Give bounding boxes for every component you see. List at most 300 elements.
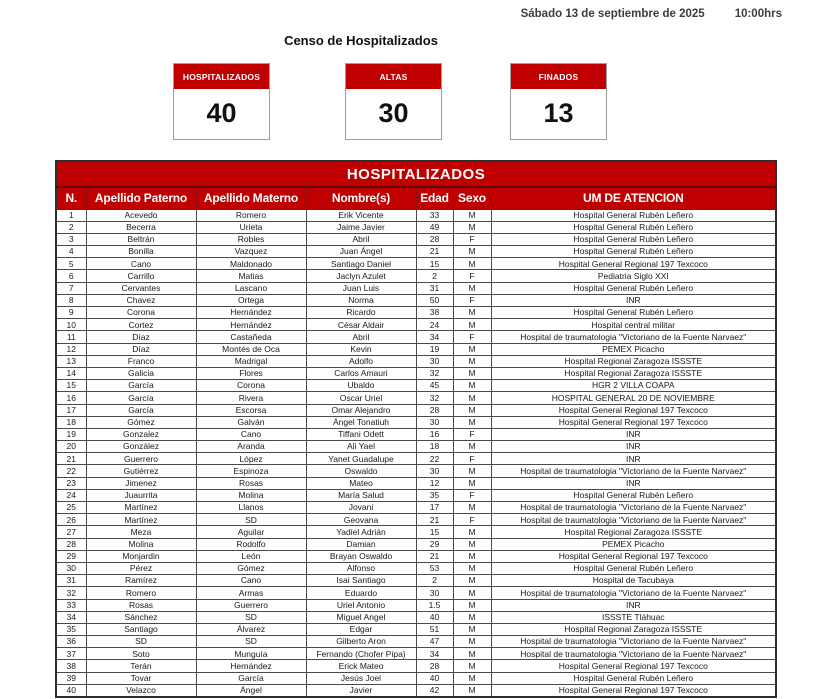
cell-um-de-atencion: Hospital General Rubén Leñero [491,562,776,574]
cell-edad: 30 [416,355,453,367]
cell-nombres: Isai Santiago [306,575,416,587]
cell-um-de-atencion: Hospital Regional Zaragoza ISSSTE [491,526,776,538]
cell-sexo: M [453,221,491,233]
cell-um-de-atencion: Hospital General Regional 197 Texcoco [491,550,776,562]
cell-edad: 47 [416,636,453,648]
cell-edad: 28 [416,404,453,416]
cell-n: 13 [56,355,86,367]
cell-edad: 40 [416,611,453,623]
cell-sexo: M [453,465,491,477]
cell-sexo: F [453,428,491,440]
table-row [56,477,776,489]
cell-apellido-materno: Cano [196,575,306,587]
table-row [56,307,776,319]
cell-apellido-paterno: Sánchez [86,611,196,623]
cell-n: 21 [56,453,86,465]
table-row [56,526,776,538]
cell-n: 19 [56,428,86,440]
cell-um-de-atencion: Hospital de traumatologia "Victoriano de la Fuente Narvaez" [491,502,776,514]
cell-n: 1 [56,209,86,221]
cell-um-de-atencion: Hospital de Tacubaya [491,575,776,587]
summary-box-value: 13 [543,98,574,128]
table-row [56,453,776,465]
cell-apellido-materno: Ángel [196,684,306,696]
cell-edad: 15 [416,526,453,538]
cell-nombres: Kevin [306,343,416,355]
cell-sexo: M [453,636,491,648]
column-header-apellido-paterno: Apellido Paterno [86,187,196,209]
cell-nombres: Eduardo [306,587,416,599]
cell-apellido-materno: Romero [196,209,306,221]
table-row [56,648,776,660]
column-header-sexo: Sexo [453,187,491,209]
cell-sexo: M [453,599,491,611]
cell-n: 32 [56,587,86,599]
cell-apellido-paterno: Meza [86,526,196,538]
cell-sexo: M [453,392,491,404]
cell-n: 5 [56,258,86,270]
cell-n: 35 [56,623,86,635]
cell-sexo: F [453,489,491,501]
cell-apellido-materno: Aranda [196,441,306,453]
cell-sexo: M [453,538,491,550]
cell-apellido-materno: Hernández [196,660,306,672]
cell-um-de-atencion: Hospital General Regional 197 Texcoco [491,404,776,416]
cell-edad: 30 [416,587,453,599]
table-row [56,538,776,550]
cell-nombres: Edgar [306,623,416,635]
cell-um-de-atencion: Hospital de traumatologia "Victoriano de la Fuente Narvaez" [491,648,776,660]
cell-apellido-paterno: Gómez [86,416,196,428]
cell-apellido-paterno: Becerra [86,221,196,233]
cell-apellido-materno: Álvarez [196,623,306,635]
summary-boxes [0,63,828,143]
cell-edad: 16 [416,428,453,440]
cell-sexo: M [453,319,491,331]
cell-n: 17 [56,404,86,416]
cell-nombres: Juan Ángel [306,246,416,258]
hospitalizados-table [55,160,777,698]
table-row [56,209,776,221]
cell-apellido-paterno: Molina [86,538,196,550]
cell-n: 3 [56,233,86,245]
cell-edad: 53 [416,562,453,574]
cell-apellido-materno: Ortega [196,294,306,306]
cell-edad: 21 [416,246,453,258]
cell-sexo: M [453,343,491,355]
cell-n: 16 [56,392,86,404]
cell-n: 31 [56,575,86,587]
cell-n: 30 [56,562,86,574]
cell-nombres: Tiffani Odett [306,428,416,440]
summary-box-label: ALTAS [346,64,441,89]
cell-um-de-atencion: Hospital General Rubén Leñero [491,307,776,319]
table-row [56,562,776,574]
cell-apellido-materno: Lascano [196,282,306,294]
table-row [56,331,776,343]
summary-box-finados [510,63,607,140]
table-row [56,514,776,526]
cell-apellido-paterno: Pérez [86,562,196,574]
cell-apellido-paterno: Martínez [86,502,196,514]
column-header-n: N. [56,187,86,209]
cell-edad: 40 [416,672,453,684]
table-row [56,270,776,282]
summary-box-value: 30 [378,98,409,128]
cell-edad: 51 [416,623,453,635]
cell-sexo: M [453,684,491,696]
cell-apellido-paterno: Terán [86,660,196,672]
cell-sexo: M [453,441,491,453]
cell-um-de-atencion: PEMEX Picacho [491,538,776,550]
cell-sexo: F [453,453,491,465]
table-row [56,355,776,367]
cell-sexo: M [453,550,491,562]
cell-edad: 35 [416,489,453,501]
cell-apellido-paterno: Cano [86,258,196,270]
cell-sexo: M [453,380,491,392]
cell-um-de-atencion: Hospital Regional Zaragoza ISSSTE [491,367,776,379]
cell-nombres: Fernando (Chofer Pipa) [306,648,416,660]
report-datetime [521,8,782,20]
cell-sexo: M [453,623,491,635]
cell-sexo: M [453,575,491,587]
table-row [56,684,776,696]
cell-sexo: M [453,526,491,538]
cell-n: 15 [56,380,86,392]
table-row [56,294,776,306]
table-row [56,502,776,514]
cell-apellido-materno: Vazquez [196,246,306,258]
cell-n: 29 [56,550,86,562]
cell-apellido-materno: SD [196,514,306,526]
table-row [56,599,776,611]
cell-apellido-materno: Munguía [196,648,306,660]
cell-nombres: Norma [306,294,416,306]
cell-apellido-paterno: Gonzalez [86,428,196,440]
table-row [56,404,776,416]
cell-um-de-atencion: INR [491,453,776,465]
cell-sexo: F [453,514,491,526]
cell-edad: 31 [416,282,453,294]
cell-nombres: Ángel Tonatiuh [306,416,416,428]
cell-edad: 38 [416,307,453,319]
cell-apellido-materno: Maldonado [196,258,306,270]
cell-um-de-atencion: PEMEX Picacho [491,343,776,355]
cell-apellido-paterno: Soto [86,648,196,660]
cell-n: 4 [56,246,86,258]
cell-apellido-paterno: Juaurrita [86,489,196,501]
cell-nombres: Damian [306,538,416,550]
cell-nombres: Abril [306,233,416,245]
cell-edad: 30 [416,416,453,428]
cell-sexo: M [453,246,491,258]
cell-edad: 28 [416,233,453,245]
cell-um-de-atencion: INR [491,441,776,453]
cell-sexo: M [453,477,491,489]
cell-um-de-atencion: Hospital General Rubén Leñero [491,246,776,258]
cell-nombres: Ubaldo [306,380,416,392]
cell-sexo: M [453,562,491,574]
cell-um-de-atencion: Hospital General Rubén Leñero [491,209,776,221]
cell-n: 28 [56,538,86,550]
table-row [56,672,776,684]
report-date: Sábado 13 de septiembre de 2025 [520,8,705,20]
cell-edad: 29 [416,538,453,550]
cell-sexo: M [453,660,491,672]
cell-apellido-paterno: Cervantes [86,282,196,294]
table-title: HOSPITALIZADOS [56,161,776,187]
cell-apellido-materno: Galván [196,416,306,428]
table-row [56,319,776,331]
cell-nombres: Mateo [306,477,416,489]
cell-apellido-paterno: Beltrán [86,233,196,245]
cell-um-de-atencion: INR [491,599,776,611]
cell-edad: 21 [416,514,453,526]
cell-n: 6 [56,270,86,282]
cell-apellido-materno: Escorsa [196,404,306,416]
cell-apellido-paterno: Santiago [86,623,196,635]
report-time: 10:00hrs [734,8,782,20]
cell-n: 22 [56,465,86,477]
cell-edad: 22 [416,453,453,465]
cell-edad: 21 [416,550,453,562]
table-row [56,636,776,648]
cell-apellido-materno: Llanos [196,502,306,514]
cell-apellido-paterno: Cortez [86,319,196,331]
cell-um-de-atencion: INR [491,477,776,489]
cell-apellido-paterno: SD [86,636,196,648]
cell-apellido-materno: Espinoza [196,465,306,477]
cell-um-de-atencion: Hospital General Rubén Leñero [491,221,776,233]
cell-um-de-atencion: Hospital Regional Zaragoza ISSSTE [491,623,776,635]
table-row [56,441,776,453]
cell-nombres: Javier [306,684,416,696]
cell-sexo: M [453,672,491,684]
table-row [56,343,776,355]
cell-apellido-materno: Castañeda [196,331,306,343]
cell-apellido-materno: López [196,453,306,465]
cell-apellido-materno: García [196,672,306,684]
cell-apellido-paterno: Romero [86,587,196,599]
cell-apellido-materno: Hernández [196,319,306,331]
summary-box-label: HOSPITALIZADOS [174,64,269,89]
cell-apellido-materno: Guerrero [196,599,306,611]
cell-n: 23 [56,477,86,489]
cell-apellido-paterno: Franco [86,355,196,367]
cell-um-de-atencion: Pediatria Siglo XXI [491,270,776,282]
cell-edad: 32 [416,392,453,404]
cell-sexo: F [453,270,491,282]
cell-um-de-atencion: Hospital General Regional 197 Texcoco [491,660,776,672]
cell-nombres: Geovana [306,514,416,526]
cell-apellido-paterno: Gutiérrez [86,465,196,477]
cell-sexo: F [453,331,491,343]
cell-nombres: Yanet Guadalupe [306,453,416,465]
cell-n: 39 [56,672,86,684]
cell-apellido-paterno: Martínez [86,514,196,526]
cell-sexo: M [453,307,491,319]
cell-apellido-materno: SD [196,636,306,648]
cell-edad: 45 [416,380,453,392]
cell-apellido-paterno: Monjardin [86,550,196,562]
cell-apellido-paterno: García [86,380,196,392]
cell-apellido-materno: Aguilar [196,526,306,538]
cell-apellido-paterno: Bonilla [86,246,196,258]
cell-um-de-atencion: Hospital General Regional 197 Texcoco [491,684,776,696]
cell-um-de-atencion: Hospital de traumatologia "Victoriano de la Fuente Narvaez" [491,587,776,599]
cell-n: 7 [56,282,86,294]
table-row [56,233,776,245]
cell-um-de-atencion: Hospital de traumatologia "Victoriano de la Fuente Narvaez" [491,331,776,343]
cell-nombres: Jovani [306,502,416,514]
cell-apellido-paterno: Díaz [86,343,196,355]
cell-n: 8 [56,294,86,306]
column-header-edad: Edad [416,187,453,209]
cell-nombres: María Salud [306,489,416,501]
cell-nombres: Gilberto Aron [306,636,416,648]
cell-nombres: César Aldair [306,319,416,331]
cell-apellido-materno: Cano [196,428,306,440]
table-row [56,367,776,379]
cell-apellido-paterno: Jimenez [86,477,196,489]
cell-sexo: M [453,367,491,379]
table-row [56,660,776,672]
cell-edad: 12 [416,477,453,489]
cell-nombres: Adolfo [306,355,416,367]
cell-edad: 2 [416,270,453,282]
summary-box-altas [345,63,442,140]
cell-um-de-atencion: ISSSTE Tláhuac [491,611,776,623]
table-row [56,392,776,404]
cell-sexo: F [453,233,491,245]
table-row [56,623,776,635]
cell-n: 27 [56,526,86,538]
cell-apellido-materno: Matias [196,270,306,282]
cell-edad: 30 [416,465,453,477]
cell-apellido-paterno: Corona [86,307,196,319]
cell-sexo: M [453,611,491,623]
table-column-headers [56,187,776,209]
cell-um-de-atencion: HGR 2 VILLA COAPA [491,380,776,392]
cell-apellido-paterno: Carrillo [86,270,196,282]
cell-um-de-atencion: Hospital General Rubén Leñero [491,489,776,501]
table-row [56,587,776,599]
page-title: Censo de Hospitalizados [284,33,438,48]
cell-nombres: Juan Luis [306,282,416,294]
cell-apellido-materno: Rosas [196,477,306,489]
cell-n: 20 [56,441,86,453]
cell-sexo: M [453,282,491,294]
cell-sexo: M [453,209,491,221]
cell-apellido-materno: Rodolfo [196,538,306,550]
column-header-um-de-atencion: UM DE ATENCION [491,187,776,209]
cell-apellido-paterno: García [86,404,196,416]
cell-edad: 17 [416,502,453,514]
cell-apellido-materno: Montés de Oca [196,343,306,355]
table-row [56,489,776,501]
cell-apellido-materno: Gómez [196,562,306,574]
cell-apellido-paterno: Guerrero [86,453,196,465]
table-row [56,575,776,587]
cell-nombres: Erick Mateo [306,660,416,672]
cell-apellido-materno: Hernández [196,307,306,319]
cell-sexo: M [453,355,491,367]
cell-apellido-paterno: Acevedo [86,209,196,221]
cell-apellido-paterno: González [86,441,196,453]
cell-edad: 49 [416,221,453,233]
cell-edad: 24 [416,319,453,331]
column-header-nombres: Nombre(s) [306,187,416,209]
cell-um-de-atencion: Hospital de traumatologia "Victoriano de la Fuente Narvaez" [491,514,776,526]
cell-nombres: Omar Alejandro [306,404,416,416]
cell-nombres: Miguel Angel [306,611,416,623]
summary-box-label: FINADOS [511,64,606,89]
cell-edad: 28 [416,660,453,672]
cell-edad: 15 [416,258,453,270]
cell-nombres: Jesús Joel [306,672,416,684]
table-row [56,611,776,623]
table-body [56,209,776,697]
cell-apellido-materno: Urieta [196,221,306,233]
cell-sexo: M [453,648,491,660]
cell-um-de-atencion: Hospital General Regional 197 Texcoco [491,416,776,428]
cell-n: 37 [56,648,86,660]
cell-sexo: F [453,294,491,306]
cell-nombres: Oscar Uriel [306,392,416,404]
cell-um-de-atencion: HOSPITAL GENERAL 20 DE NOVIEMBRE [491,392,776,404]
cell-edad: 19 [416,343,453,355]
cell-edad: 34 [416,331,453,343]
cell-n: 18 [56,416,86,428]
cell-n: 14 [56,367,86,379]
cell-apellido-paterno: Tovar [86,672,196,684]
cell-um-de-atencion: Hospital General Rubén Leñero [491,233,776,245]
cell-edad: 34 [416,648,453,660]
column-header-apellido-materno: Apellido Materno [196,187,306,209]
cell-n: 36 [56,636,86,648]
cell-um-de-atencion: Hospital de traumatologia "Victoriano de la Fuente Narvaez" [491,465,776,477]
table-title-band [56,161,776,187]
cell-apellido-paterno: Chavez [86,294,196,306]
cell-nombres: Carlos Amauri [306,367,416,379]
cell-um-de-atencion: Hospital de traumatologia "Victoriano de la Fuente Narvaez" [491,636,776,648]
cell-um-de-atencion: Hospital central militar [491,319,776,331]
cell-sexo: M [453,258,491,270]
cell-nombres: Ricardo [306,307,416,319]
cell-um-de-atencion: INR [491,428,776,440]
cell-n: 10 [56,319,86,331]
cell-sexo: M [453,587,491,599]
cell-n: 12 [56,343,86,355]
cell-n: 9 [56,307,86,319]
cell-nombres: Yadiel Adrián [306,526,416,538]
table-row [56,416,776,428]
cell-apellido-materno: Molina [196,489,306,501]
cell-n: 38 [56,660,86,672]
cell-nombres: Jaclyn Azulet [306,270,416,282]
cell-edad: 42 [416,684,453,696]
cell-edad: 1.5 [416,599,453,611]
cell-apellido-paterno: Rosas [86,599,196,611]
cell-apellido-materno: Robles [196,233,306,245]
cell-um-de-atencion: INR [491,294,776,306]
table-row [56,428,776,440]
cell-nombres: Erik Vicente [306,209,416,221]
cell-n: 33 [56,599,86,611]
cell-apellido-materno: León [196,550,306,562]
summary-box-hospitalizados [173,63,270,140]
